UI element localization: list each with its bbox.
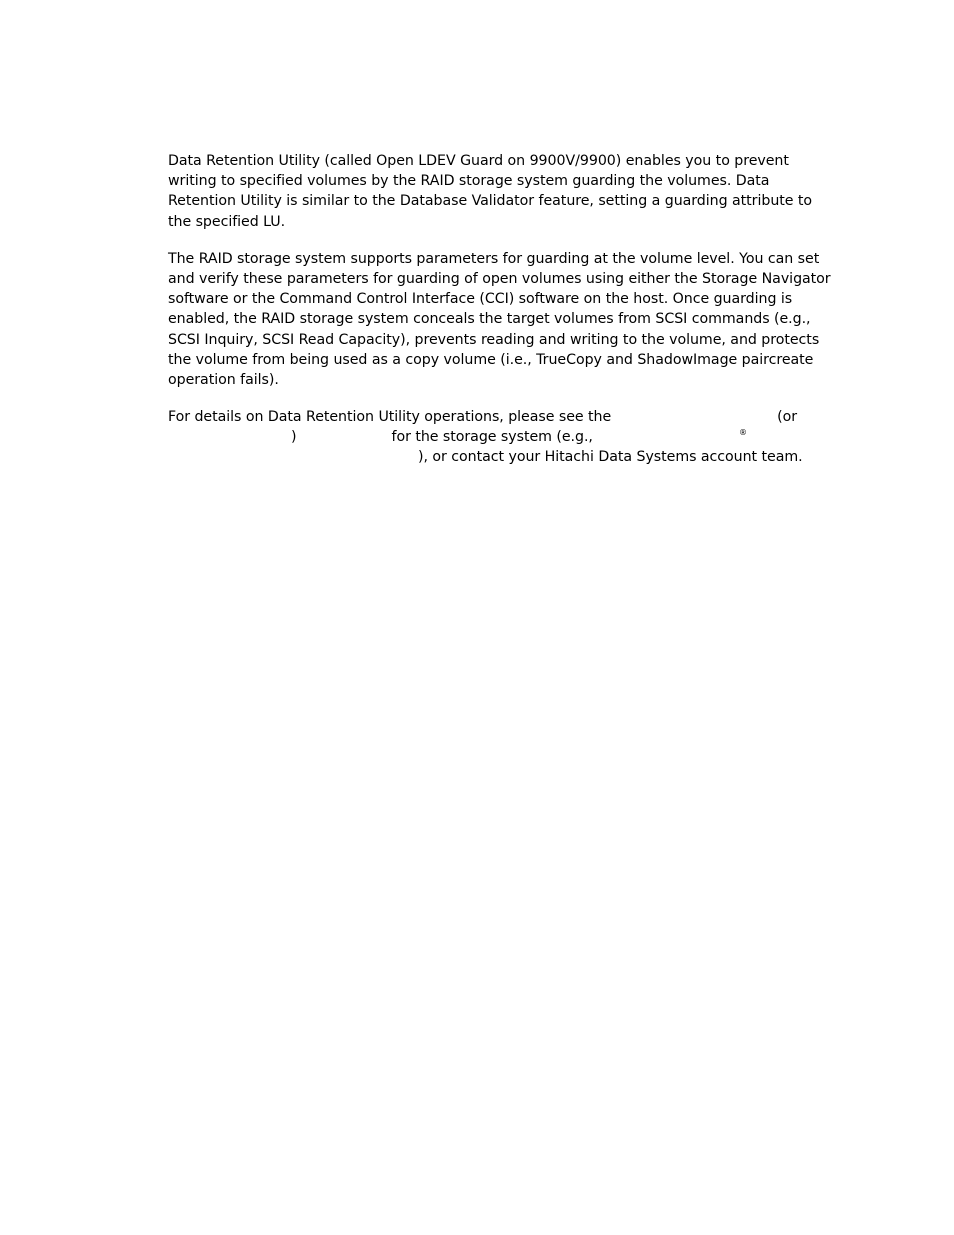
text-line (168, 407, 828, 427)
text-line: The RAID storage system supports parameters for guarding at the volume level. You can set (168, 250, 820, 267)
paragraph-data-retention-intro (168, 151, 828, 232)
text-fragment: ), or contact your Hitachi Data Systems account team. (418, 449, 803, 466)
paragraph-operation-details (168, 407, 828, 468)
text-line: SCSI Inquiry, SCSI Read Capacity), prevents reading and writing to the volume, and protects (168, 331, 820, 348)
text-fragment: ) (291, 429, 297, 446)
text-line: the volume from being used as a copy volume (i.e., TrueCopy and ShadowImage paircreate (168, 351, 814, 368)
paragraph-guarding-parameters (168, 249, 831, 390)
text-fragment: For details on Data Retention Utility operations, please see the (168, 409, 612, 426)
text-line: Retention Utility is similar to the Database Validator feature, setting a guarding attribute to (168, 193, 813, 210)
text-fragment: (or (777, 409, 798, 426)
text-line (168, 447, 828, 467)
text-line: software or the Command Control Interface (CCI) software on the host. Once guarding is (168, 291, 793, 308)
text-line (168, 427, 828, 447)
registered-mark: ® (739, 428, 747, 438)
text-line: and verify these parameters for guarding of open volumes using either the Storage Navigator (168, 270, 831, 287)
text-line: writing to specified volumes by the RAID storage system guarding the volumes. Data (168, 173, 770, 190)
text-line: Data Retention Utility (called Open LDEV Guard on 9900V/9900) enables you to prevent (168, 153, 789, 169)
text-fragment: for the storage system (e.g., (391, 429, 593, 446)
text-line: enabled, the RAID storage system conceals the target volumes from SCSI commands (e.g., (168, 311, 811, 328)
document-body (168, 151, 831, 485)
text-line: operation fails). (168, 371, 279, 388)
text-line: the specified LU. (168, 213, 286, 230)
